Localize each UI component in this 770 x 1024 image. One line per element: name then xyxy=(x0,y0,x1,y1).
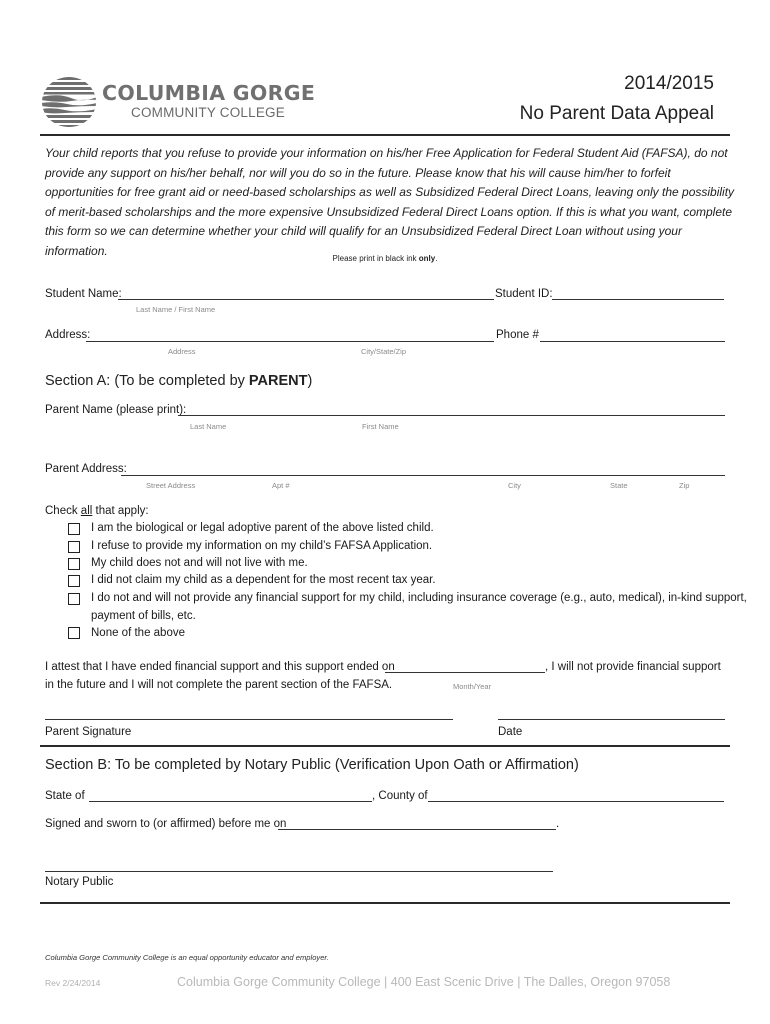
award-year: 2014/2015 xyxy=(624,73,714,94)
college-address: Columbia Gorge Community College | 400 East Scenic Drive | The Dalles, Oregon 97058 xyxy=(177,975,671,989)
signature-date-field[interactable] xyxy=(498,719,725,720)
student-id-label: Student ID: xyxy=(495,288,553,300)
state-hint: State xyxy=(610,481,628,490)
parent-signature-field[interactable] xyxy=(45,719,453,720)
attest-text-line2: in the future and I will not complete the parent section of the FAFSA. xyxy=(45,679,393,691)
ink-note-text: Please print in black ink xyxy=(332,254,419,263)
eeo-statement: Columbia Gorge Community College is an equal opportunity educator and employer. xyxy=(45,953,329,962)
month-year-hint: Month/Year xyxy=(453,682,492,691)
student-name-field[interactable] xyxy=(118,299,494,300)
footer-divider xyxy=(40,902,730,904)
county-field[interactable] xyxy=(428,801,724,802)
check-instruction-end: that apply: xyxy=(92,505,149,517)
student-id-field[interactable] xyxy=(552,299,724,300)
phone-field[interactable] xyxy=(540,341,725,342)
college-name: COLUMBIA GORGE xyxy=(102,81,316,105)
checkbox-label-continued: payment of bills, etc. xyxy=(91,610,196,622)
parent-address-field[interactable] xyxy=(121,475,725,476)
checkbox-label: I did not claim my child as a dependent for the most recent tax year. xyxy=(91,574,436,586)
attest-text: I attest that I have ended financial support and this support ended on xyxy=(45,661,395,673)
form-title: No Parent Data Appeal xyxy=(519,103,714,124)
sworn-date-field[interactable] xyxy=(278,829,556,830)
first-name-hint: First Name xyxy=(362,422,399,431)
state-field[interactable] xyxy=(89,801,372,802)
attest-text-continued: , I will not provide financial support xyxy=(545,661,721,673)
student-name-hint: Last Name / First Name xyxy=(136,305,216,314)
sworn-period: . xyxy=(556,818,560,830)
phone-label: Phone # xyxy=(496,329,539,341)
address-field[interactable] xyxy=(86,341,494,342)
checkbox-refuse-info[interactable] xyxy=(68,541,80,553)
check-instruction xyxy=(45,505,149,517)
support-end-date-field[interactable] xyxy=(385,672,545,673)
parent-name-label: Parent Name (please print): xyxy=(45,404,187,416)
notary-signature-field[interactable] xyxy=(45,871,553,872)
parent-signature-label: Parent Signature xyxy=(45,726,132,738)
date-label: Date xyxy=(498,726,523,738)
city-state-zip-hint: City/State/Zip xyxy=(361,347,407,356)
address-label: Address: xyxy=(45,329,91,341)
section-a-title xyxy=(45,373,312,389)
checkbox-label: I do not and will not provide any financial support for my child, including insurance coverage (e.g., auto, medical), in-kind support, xyxy=(91,592,747,604)
ink-note-emphasis: only xyxy=(418,254,436,263)
street-address-hint: Street Address xyxy=(146,481,196,490)
parent-address-label: Parent Address: xyxy=(45,463,127,475)
checkbox-no-support[interactable] xyxy=(68,593,80,605)
checkbox-label: None of the above xyxy=(91,627,185,639)
section-a-title-emphasis: PARENT xyxy=(248,373,308,389)
sworn-label: Signed and sworn to (or affirmed) before me on xyxy=(45,818,287,830)
intro-paragraph: Your child reports that you refuse to provide your information on his/her Free Application for Federal Student Aid (FAFSA), do not provide any support on his/her behalf, nor will you do so in the future. Please know that his will cause him/her to forfeit opportunities for free grant aid or need-based scholarships as well as Subsidized Federal Direct Loans, leaving only the possibility of merit-based scholarships and the more expensive Unsubsidized Federal Direct Loans option. If this is what you want, complete this form so we can determine whether your child will qualify for an Unsubsidized Federal Direct Loan without using your information. xyxy=(45,146,735,258)
checkbox-label: I am the biological or legal adoptive parent of the above listed child. xyxy=(91,522,434,534)
zip-hint: Zip xyxy=(679,481,690,490)
city-hint: City xyxy=(508,481,521,490)
state-label: State of xyxy=(45,790,85,802)
notary-public-label: Notary Public xyxy=(45,876,114,888)
checkbox-not-live-with[interactable] xyxy=(68,558,80,570)
checkbox-label: I refuse to provide my information on my child’s FAFSA Application. xyxy=(91,540,433,552)
check-instruction-text: Check xyxy=(45,505,81,517)
college-subtitle: COMMUNITY COLLEGE xyxy=(131,105,285,120)
ink-note-period: . xyxy=(435,254,438,263)
checkbox-label: My child does not and will not live with me. xyxy=(91,557,308,569)
apt-hint: Apt # xyxy=(272,481,290,490)
section-divider xyxy=(40,745,730,747)
checkbox-biological-parent[interactable] xyxy=(68,523,80,535)
last-name-hint: Last Name xyxy=(190,422,227,431)
section-b-title: Section B: To be completed by Notary Public (Verification Upon Oath or Affirmation) xyxy=(45,757,579,773)
section-a-title-text: Section A: (To be completed by xyxy=(45,373,249,389)
revision-date: Rev 2/24/2014 xyxy=(45,978,101,988)
checkbox-not-dependent[interactable] xyxy=(68,575,80,587)
check-instruction-emphasis: all xyxy=(80,505,93,517)
address-hint: Address xyxy=(168,347,196,356)
parent-name-field[interactable] xyxy=(178,415,725,416)
checkbox-none[interactable] xyxy=(68,627,80,639)
header-divider xyxy=(40,134,730,136)
ink-note xyxy=(0,254,770,263)
student-name-label: Student Name: xyxy=(45,288,122,300)
section-a-title-close: ) xyxy=(307,373,313,389)
county-label: , County of xyxy=(372,790,428,802)
logo-mark-icon xyxy=(41,76,97,128)
